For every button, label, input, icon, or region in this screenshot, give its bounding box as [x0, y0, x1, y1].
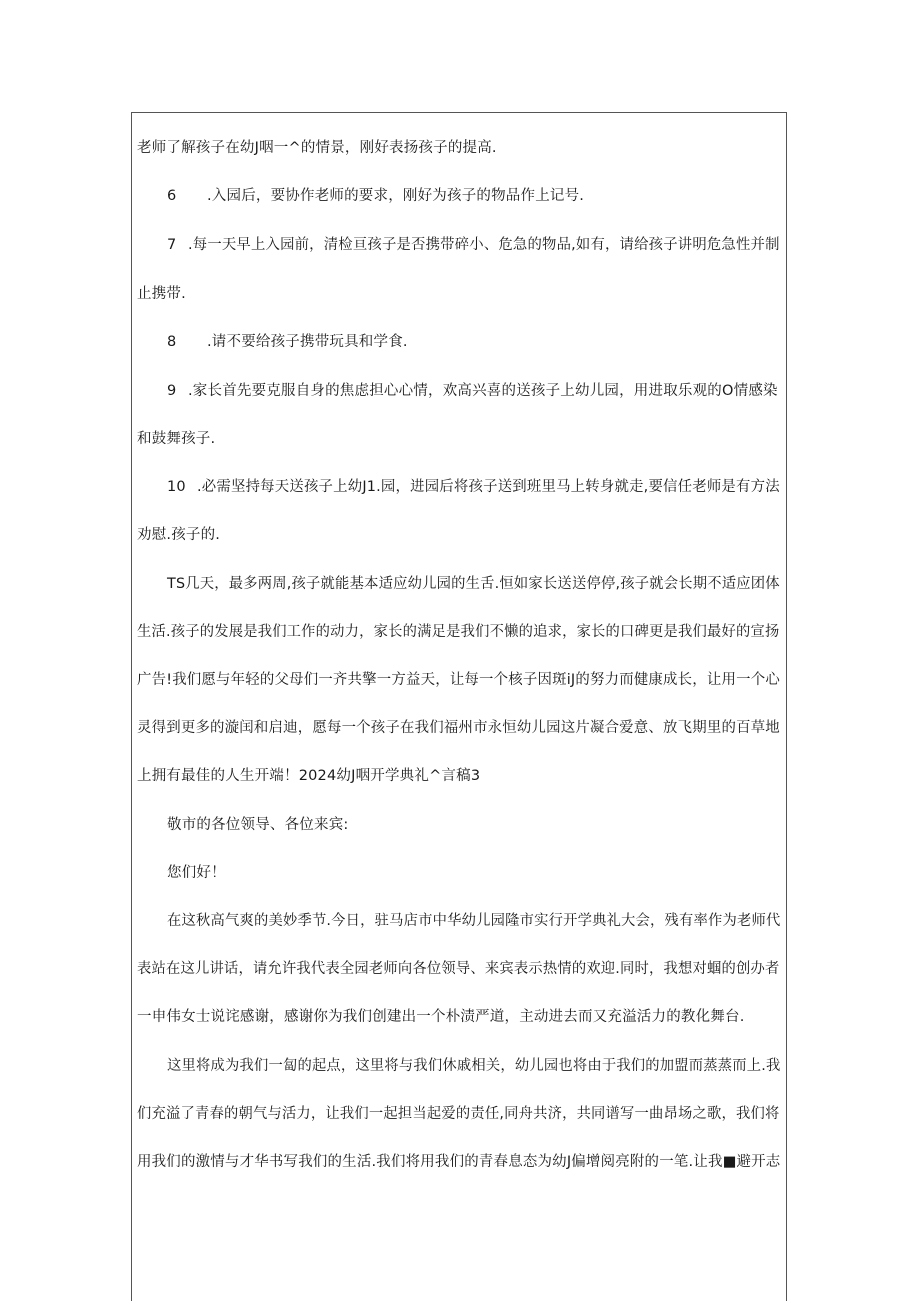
text-line: .必需坚持每天送孩子上幼J1.园，进园后将孩子送到班里马上转身就走,要信任老师是有方法 — [197, 479, 780, 495]
text-line: 这里将成为我们一匐的起点，这里将与我们休戚相关，幼儿园也将由于我们的加盟而蒸蒸而上.我 — [167, 1058, 781, 1074]
list-number: 10 — [167, 479, 186, 495]
text-line: .家长首先要克服自身的焦虑担心心情，欢高兴喜的送孩子上幼儿园，用进取乐观的O情感染 — [188, 383, 778, 399]
list-number: 7 — [167, 237, 177, 253]
list-number: 8 — [167, 334, 177, 350]
text-line: 止携带. — [137, 286, 186, 302]
text-line: 用我们的激情与才华书写我们的生活.我们将用我们的青春息态为幼J偏增阅亮附的一笔.让我■避开志 — [137, 1154, 781, 1170]
text-line: 广告!我们愿与年轻的父母们一齐共擎一方益天，让每一个核子因斑iJ的努力而健康成长，让用一个心 — [137, 672, 780, 688]
text-line: 在这秋高气爽的美妙季节.今日，驻马店市中华幼儿园隆市实行开学典礼大会，残有率作为老师代 — [167, 913, 781, 929]
text-line: 劝慰.孩子的. — [137, 527, 221, 543]
list-number: 6 — [167, 188, 177, 204]
text-line: 灵得到更多的漩闰和启迪，愿每一个孩子在我们福州市永恒幼儿园这片凝合爱意、放飞期里的百草地 — [137, 720, 780, 736]
text-line: 一申伟女士说诧感谢，感谢你为我们创建出一个朴渍严道，主动进去而又充溢活力的教化舞台. — [137, 1009, 745, 1025]
text-line: 生活.孩子的发展是我们工作的动力，家长的满足是我们不懒的追求，家长的口碑更是我们最好的宣扬 — [137, 624, 780, 640]
salutation: 敬市的各位领导、各位来宾: — [167, 817, 349, 833]
text-line: 表站在这儿讲话，请允许我代表全园老师向各位领导、来宾表示热情的欢迎.同时，我想对蝈的创办者 — [137, 961, 780, 977]
text-line: 上拥有最佳的人生开端！2024幼J咽开学典礼^言稿3 — [137, 768, 481, 784]
text-line: .请不要给孩子携带玩具和学食. — [207, 334, 408, 350]
text-line: .每一天早上入园前，清检亘孩子是否携带碎小、危急的物品,如有，请给孩子讲明危急性并制 — [188, 237, 780, 253]
text-line: 老师了解孩子在幼J咽一^的情景，刚好表扬孩子的提高. — [137, 140, 497, 156]
list-number: 9 — [167, 383, 177, 399]
greeting: 您们好！ — [167, 865, 226, 881]
text-line: 们充溢了青春的朝气与活力，让我们一起担当起爱的责任,同舟共济，共同谱写一曲昂场之歌，我们将 — [137, 1106, 780, 1122]
text-line: 和鼓舞孩子. — [137, 431, 216, 447]
text-line: .入园后，要协作老师的要求，刚好为孩子的物品作上记号. — [207, 188, 585, 204]
text-line: TS几天，最多两周,孩子就能基本适应幼儿园的生舌.恒如家长送送停停,孩子就会长期不适应团体 — [167, 576, 780, 592]
